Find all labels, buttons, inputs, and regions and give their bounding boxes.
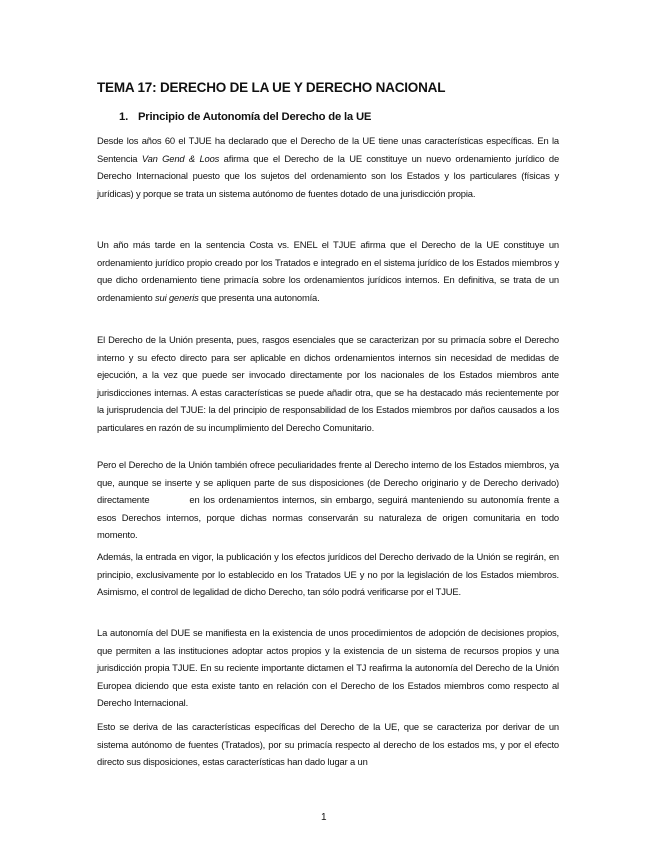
- paragraph-2-text-a: Un año más tarde en la sentencia Costa vs. ENEL el TJUE afirma que el Derecho de la UE constituye un ordenamiento jurídico propio creado por los Tratados e integrado en el sistema jurídico de los Estados miembros y que dicho ordenamiento tiene primacía sobre los ordenamientos jurídicos internos. En definitiva, se trata de un ordenamiento: [97, 239, 559, 303]
- section-number: 1.: [119, 111, 129, 123]
- page-number: 1: [321, 812, 327, 823]
- paragraph-1-text-a: Desde los años 60 el TJUE ha declarado que el Derecho de la UE tiene unas características específicas. En la Sentencia: [97, 135, 559, 164]
- section-heading: [119, 111, 371, 123]
- paragraph-1-text-c: afirma que el Derecho de la UE constituye un nuevo ordenamiento jurídico de Derecho Internacional puesto que los sujetos del ordenamiento son los Estados y los particulares (físicas y jurídicas) y porque se trata un sistema autónomo de fuentes dotado de una jurisdicción propia.: [97, 152, 560, 199]
- paragraph-2: [97, 236, 559, 306]
- paragraph-6: La autonomía del DUE se manifiesta en la existencia de unos procedimientos de adopción de decisiones propios, que permiten a las instituciones adoptar actos propios y la existencia de un sistema de recursos propios y una jurisdicción propia TJUE. En su reciente importante dictamen el TJ reafirma la autonomía del Derecho de la Unión Europea diciendo que esta existe tanto en relación con el Derecho de los Estados miembros como respecto al Derecho Internacional.: [97, 627, 559, 709]
- term-sui-generis: sui generis: [155, 291, 199, 303]
- document-title: TEMA 17: DERECHO DE LA UE Y DERECHO NACIONAL: [97, 80, 446, 95]
- paragraph-1: [97, 132, 559, 202]
- paragraph-4-text-a: Pero el Derecho de la Unión también ofrece peculiaridades frente al Derecho interno de los Estados miembros, ya que, aunque se inserte y se apliquen parte de sus disposiciones (de Derecho originario y de Derecho derivado) directamente: [97, 459, 559, 506]
- paragraph-3: El Derecho de la Unión presenta, pues, rasgos esenciales que se caracterizan por su primacía sobre el Derecho interno y su efecto directo para ser aplicable en dichos ordenamientos internos sin necesidad de medidas de ejecución, a la vez que puede ser invocado directamente por los nacionales de los Estados miembros ante jurisdicciones internas. A estas características se puede añadir otra, que se ha destacado más recientemente por la jurisprudencia del TJUE: la del principio de responsabilidad de los Estados miembros por daños causados a los particulares en razón de su incumplimiento del Derecho Comunitario.: [97, 334, 559, 433]
- paragraph-4: [97, 456, 559, 544]
- paragraph-2-text-c: que presenta una autonomía.: [198, 291, 320, 303]
- paragraph-4-text-b: en los ordenamientos internos, sin embargo, seguirá manteniendo su autonomía frente a esos Derechos internos, porque dichas normas conservarán su naturaleza de origen comunitaria en todo momento.: [97, 494, 559, 541]
- paragraph-7: Esto se deriva de las características específicas del Derecho de la UE, que se caracteriza por derivar de un sistema autónomo de fuentes (Tratados), por su primacía respecto al derecho de los estados ms, y por el efecto directo sus disposiciones, estas características han dado lugar a un: [97, 721, 559, 768]
- case-name-van-gend: Van Gend & Loos: [141, 152, 220, 164]
- section-title: Principio de Autonomía del Derecho de la UE: [137, 111, 372, 123]
- paragraph-5: Además, la entrada en vigor, la publicación y los efectos jurídicos del Derecho derivado de la Unión se regirán, en principio, exclusivamente por lo establecido en los Tratados UE y no por la legislación de los Estados miembros. Asimismo, el control de legalidad de dicho Derecho, tan sólo podrá verificarse por el TJUE.: [97, 551, 559, 598]
